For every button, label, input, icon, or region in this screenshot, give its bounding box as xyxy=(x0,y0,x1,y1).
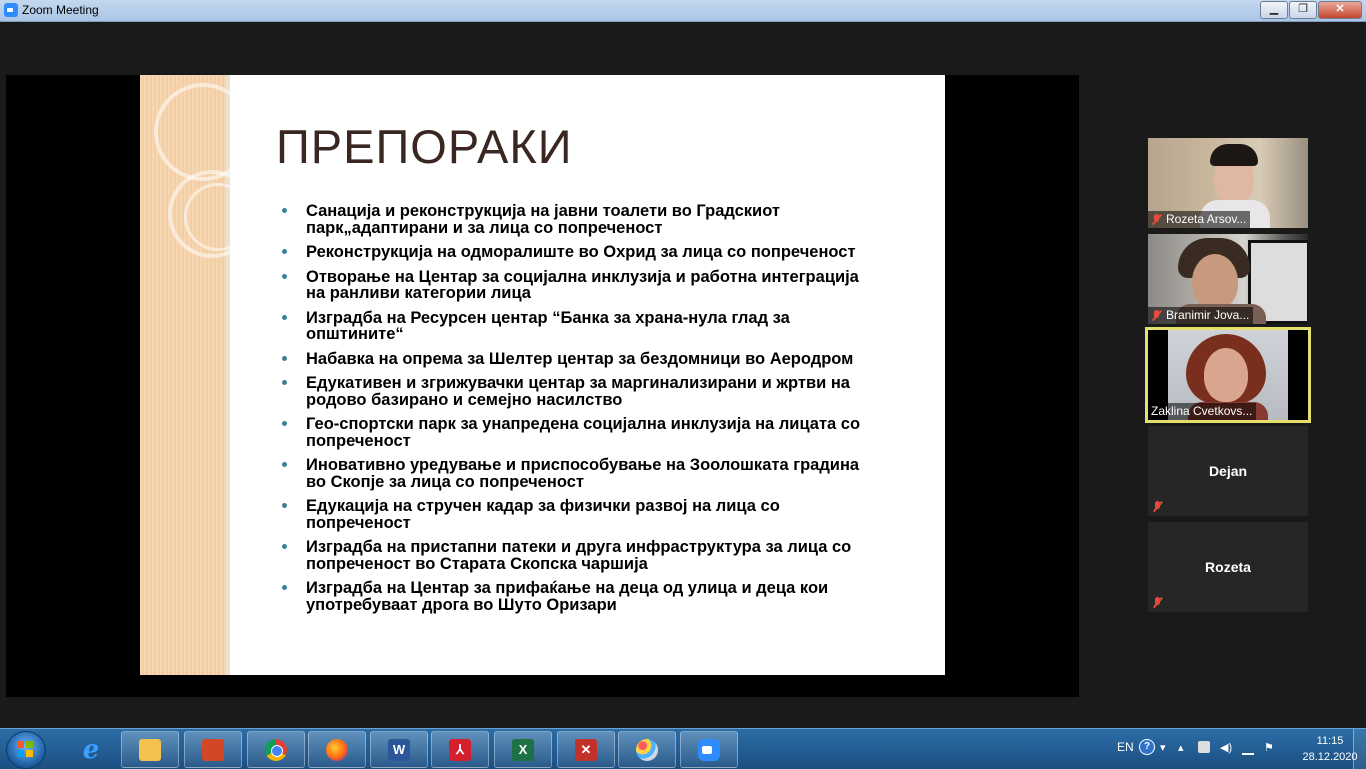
slide-title: ПРЕПОРАКИ xyxy=(276,120,573,173)
arrow-icon[interactable]: ▾ xyxy=(1160,742,1166,754)
window-title-bar[interactable] xyxy=(0,0,1366,22)
bullet-item xyxy=(282,351,932,368)
decor-circle xyxy=(184,183,252,251)
zoom-app-icon xyxy=(4,3,18,17)
word-icon: W xyxy=(388,739,410,761)
bullet-dot xyxy=(282,249,287,254)
bullet-dot xyxy=(282,356,287,361)
bullet-text: Реконструкција на одморалиште во Охрид за лица со попреченост xyxy=(306,243,856,261)
folder-icon xyxy=(139,739,161,761)
paint-palette-icon xyxy=(636,739,658,761)
muted-microphone-icon xyxy=(1151,310,1162,321)
bullet-text: Изградба на Ресурсен центар “Банка за храна-нула глад за општините“ xyxy=(306,308,790,343)
bullet-text: Едукативен и згрижувачки центар за маргинализирани и жртви на родово базирано и семејно насилство xyxy=(306,374,850,409)
bullet-item xyxy=(282,457,932,490)
zoom-camera-icon xyxy=(702,746,712,754)
participant-tile-active-speaker[interactable] xyxy=(1148,330,1308,420)
bullet-text: Едукација на стручен кадар за физички развој на лица со попреченост xyxy=(306,497,780,532)
slide-decoration-stripe xyxy=(140,75,230,675)
firefox-icon xyxy=(326,739,348,761)
help-icon[interactable]: ? xyxy=(1139,739,1155,755)
bullet-text: Иновативно уредување и приспособување на Зоолошката градина во Скопје за лица со попреченост xyxy=(306,456,860,491)
participant-name: Dejan xyxy=(1208,463,1248,479)
chrome-icon xyxy=(265,739,287,761)
bullet-text: Отворање на Центар за социјална инклузија и работна интеграција на ранливи категории лица xyxy=(306,267,859,302)
bullet-item xyxy=(282,416,932,449)
participant-nameplate xyxy=(1148,211,1250,228)
bullet-dot xyxy=(282,462,287,467)
system-clock[interactable] xyxy=(1300,733,1360,765)
language-indicator[interactable]: EN xyxy=(1117,740,1134,754)
chrome-taskbar-button[interactable] xyxy=(247,731,305,768)
internet-explorer-taskbar-button[interactable] xyxy=(62,731,120,768)
bullet-dot xyxy=(282,208,287,213)
bullet-text: Санација и реконструкција на јавни тоалети во Градскиот парк„адаптирани и за лица со попреченост xyxy=(306,202,780,237)
participant-nameplate xyxy=(1148,403,1256,420)
participant-face xyxy=(1192,254,1238,310)
bullet-dot xyxy=(282,503,287,508)
zoom-icon xyxy=(698,739,720,761)
show-hidden-icons-icon[interactable]: ▴ xyxy=(1178,742,1184,754)
chrome-center-icon xyxy=(271,745,283,757)
bullet-text: Изградба на пристапни патеки и друга инфраструктура за лица со попреченост во Старата Скопска чаршија xyxy=(306,538,852,573)
window-title: Zoom Meeting xyxy=(22,3,99,17)
bullet-dot xyxy=(282,274,287,279)
excel-icon: X xyxy=(512,739,534,761)
bullet-text: Гео-спортски парк за унапредена социјална инклузија на лицата со попреченост xyxy=(306,415,861,450)
participant-hair xyxy=(1210,144,1258,166)
app-tool-icon: ✕ xyxy=(575,739,597,761)
bullet-item xyxy=(282,310,932,343)
participant-name: Branimir Jova... xyxy=(1166,308,1250,322)
bullet-item xyxy=(282,269,932,302)
participant-nameplate xyxy=(1148,307,1253,324)
clock-time: 11:15 xyxy=(1316,735,1344,747)
network-icon[interactable] xyxy=(1242,741,1254,755)
decor-circle xyxy=(154,83,252,181)
bullet-dot xyxy=(282,544,287,549)
participant-tile[interactable] xyxy=(1148,426,1308,516)
minimize-button[interactable]: ▁ xyxy=(1260,1,1288,19)
slide-bullet-list xyxy=(282,203,932,621)
windows-taskbar xyxy=(0,728,1366,769)
maximize-button[interactable]: ❐ xyxy=(1289,1,1317,19)
start-button[interactable] xyxy=(6,731,46,769)
participant-name: Rozeta xyxy=(1205,559,1251,575)
close-button[interactable]: ✕ xyxy=(1318,1,1362,19)
bullet-item xyxy=(282,375,932,408)
tool-taskbar-button[interactable] xyxy=(557,731,615,768)
bullet-dot xyxy=(282,380,287,385)
participant-tile[interactable] xyxy=(1148,138,1308,228)
bullet-text: Изградба на Центар за прифаќање на деца од улица и деца кои употребуваат дрога во Шуто Оризари xyxy=(306,579,829,614)
participant-tile[interactable] xyxy=(1148,234,1308,324)
bullet-dot xyxy=(282,421,287,426)
bullet-text: Набавка на опрема за Шелтер центар за бездомници во Аеродром xyxy=(306,349,854,368)
window-controls xyxy=(1260,1,1362,19)
bullet-item xyxy=(282,203,932,236)
show-desktop-button[interactable] xyxy=(1353,729,1366,769)
participant-name: Rozeta Arsov... xyxy=(1166,212,1247,226)
bullet-dot xyxy=(282,585,287,590)
excel-taskbar-button[interactable] xyxy=(494,731,552,768)
muted-microphone-icon xyxy=(1152,501,1163,512)
clock-date: 28.12.2020 xyxy=(1302,751,1358,763)
participant-face xyxy=(1204,348,1248,402)
shared-screen[interactable] xyxy=(6,75,1079,697)
word-taskbar-button[interactable] xyxy=(370,731,428,768)
presentation-icon xyxy=(202,739,224,761)
acrobat-icon: ⅄ xyxy=(449,739,471,761)
presentation-taskbar-button[interactable] xyxy=(184,731,242,768)
firefox-taskbar-button[interactable] xyxy=(308,731,366,768)
acrobat-taskbar-button[interactable] xyxy=(431,731,489,768)
muted-microphone-icon xyxy=(1151,214,1162,225)
device-icon[interactable] xyxy=(1198,741,1210,753)
bullet-item xyxy=(282,244,932,261)
internet-explorer-icon: e xyxy=(82,735,100,765)
bullet-dot xyxy=(282,315,287,320)
paint-taskbar-button[interactable] xyxy=(618,731,676,768)
meeting-area xyxy=(0,22,1366,728)
flag-icon[interactable]: ⚑ xyxy=(1264,742,1274,754)
bullet-item xyxy=(282,580,932,613)
bullet-item xyxy=(282,539,932,572)
muted-microphone-icon xyxy=(1152,597,1163,608)
presentation-slide xyxy=(140,75,945,675)
zoom-taskbar-button[interactable] xyxy=(680,731,738,768)
bullet-item xyxy=(282,498,932,531)
participant-tile[interactable] xyxy=(1148,522,1308,612)
file-explorer-taskbar-button[interactable] xyxy=(121,731,179,768)
participant-name: Zaklina Cvetkovs... xyxy=(1151,404,1253,418)
volume-icon[interactable]: ◀) xyxy=(1220,742,1233,754)
